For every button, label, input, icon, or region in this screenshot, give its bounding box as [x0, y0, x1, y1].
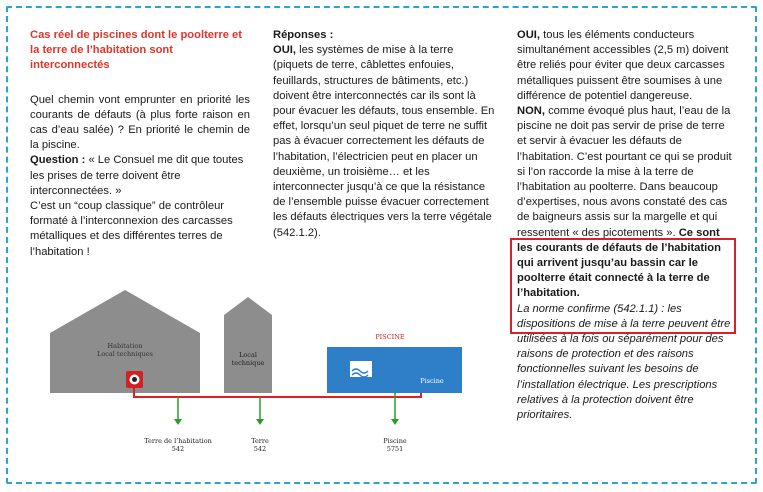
question-label: Question : [30, 154, 86, 167]
paragraph-question [30, 153, 250, 199]
earth-label-pool: Piscine 5751 [383, 437, 407, 453]
column-middle [273, 28, 495, 241]
grounding-diagram [30, 285, 490, 465]
column-left [30, 28, 250, 260]
paragraph-chemin: Quel chemin vont emprunter en priorité les courants de défauts (à plus forte raison en cas d’eau salée) ? En priorité le chemin de la piscine. [30, 93, 250, 152]
tech-roof [224, 297, 272, 315]
earth-label-tech: Terre 542 [251, 437, 269, 453]
pool-label: Piscine [420, 377, 444, 385]
tech-label: Local technique [231, 351, 265, 367]
oui-label-2: OUI, [517, 29, 540, 41]
boxed-text: constaté des cas de baigneurs assis sur la margelle et qui ressentent « des picotements ». [517, 196, 728, 239]
earth-label-house: Terre de l’habitation 542 [144, 437, 212, 453]
non-label: NON, [517, 105, 545, 118]
house-label: Habitation Local techniques [97, 342, 153, 358]
pool-basin [327, 347, 462, 393]
paragraph-oui-interconnexion [273, 43, 495, 241]
oui-text: les systèmes de mise à la terre (piquets de terre, câblettes enfouies, feuillards, structures de bâtiments, etc.) doivent être interconnectés car ils sont là pour évacuer les défauts, tous ensemble. En effet, lorsqu’un seul piquet de terre ne suffit pas à évacuer correctement les défauts de l’habitation, l’électricien peut en placer un deuxième, un troisième… et les interconnecter jusqu’à ce que la résistance de l’ensemble puisse évacuer correctement les défauts électriques vers la terre végétale (542.1.2). [273, 44, 495, 239]
article-heading: Cas réel de piscines dont le poolterre et la terre de l’habitation sont interconnectés [30, 29, 243, 72]
pool-top-label: PISCINE [375, 333, 405, 341]
question-text: « Le Consuel me dit que toutes les prises de terre doivent être interconnectées. » [30, 154, 244, 197]
highlight-box [510, 238, 736, 334]
answers-heading: Réponses : [273, 29, 334, 41]
column-right [517, 28, 737, 423]
non-text: comme évoqué plus haut, l’eau de la piscine ne doit pas servir de prise de terre et servir à évacuer les défauts de l’habitation. C’est pourtant ce qui se produit si l’on raccorde la mise à la terre de l’habitation au poolterre. Dans beaucoup d’expertises, nous avons [517, 105, 732, 209]
paragraph-norme: La norme confirme (542.1.1) : les dispositions de mise à la terre peuvent être utilisées à la fois ou séparément pour des raisons de protection et des raisons fonctionnelles suivant les besoins de l’installation électrique. Les prescriptions relatives à la protection doivent être prioritaires. [517, 302, 731, 422]
oui-label: OUI, [273, 44, 296, 57]
oui-text-2: tous les éléments conducteurs simultanément accessibles (2,5 m) doivent être reliés pour éviter que deux carcasses métalliques puissent être soumises à une différence de potentiel dangereuse. [517, 29, 729, 102]
paragraph-oui-conducteurs [517, 28, 737, 104]
house-roof [50, 290, 200, 333]
boxed-bold-text: Ce sont les courants de défauts de l’habitation qui arrivent jusqu’au bassin car le poolterre était connecté à la terre de l’habitation. [517, 226, 721, 300]
paragraph-coup-classique: C’est un “coup classique” de contrôleur formaté à l’interconnexion des carcasses métalliques et des différentes terres de l’habitation ! [30, 200, 233, 258]
